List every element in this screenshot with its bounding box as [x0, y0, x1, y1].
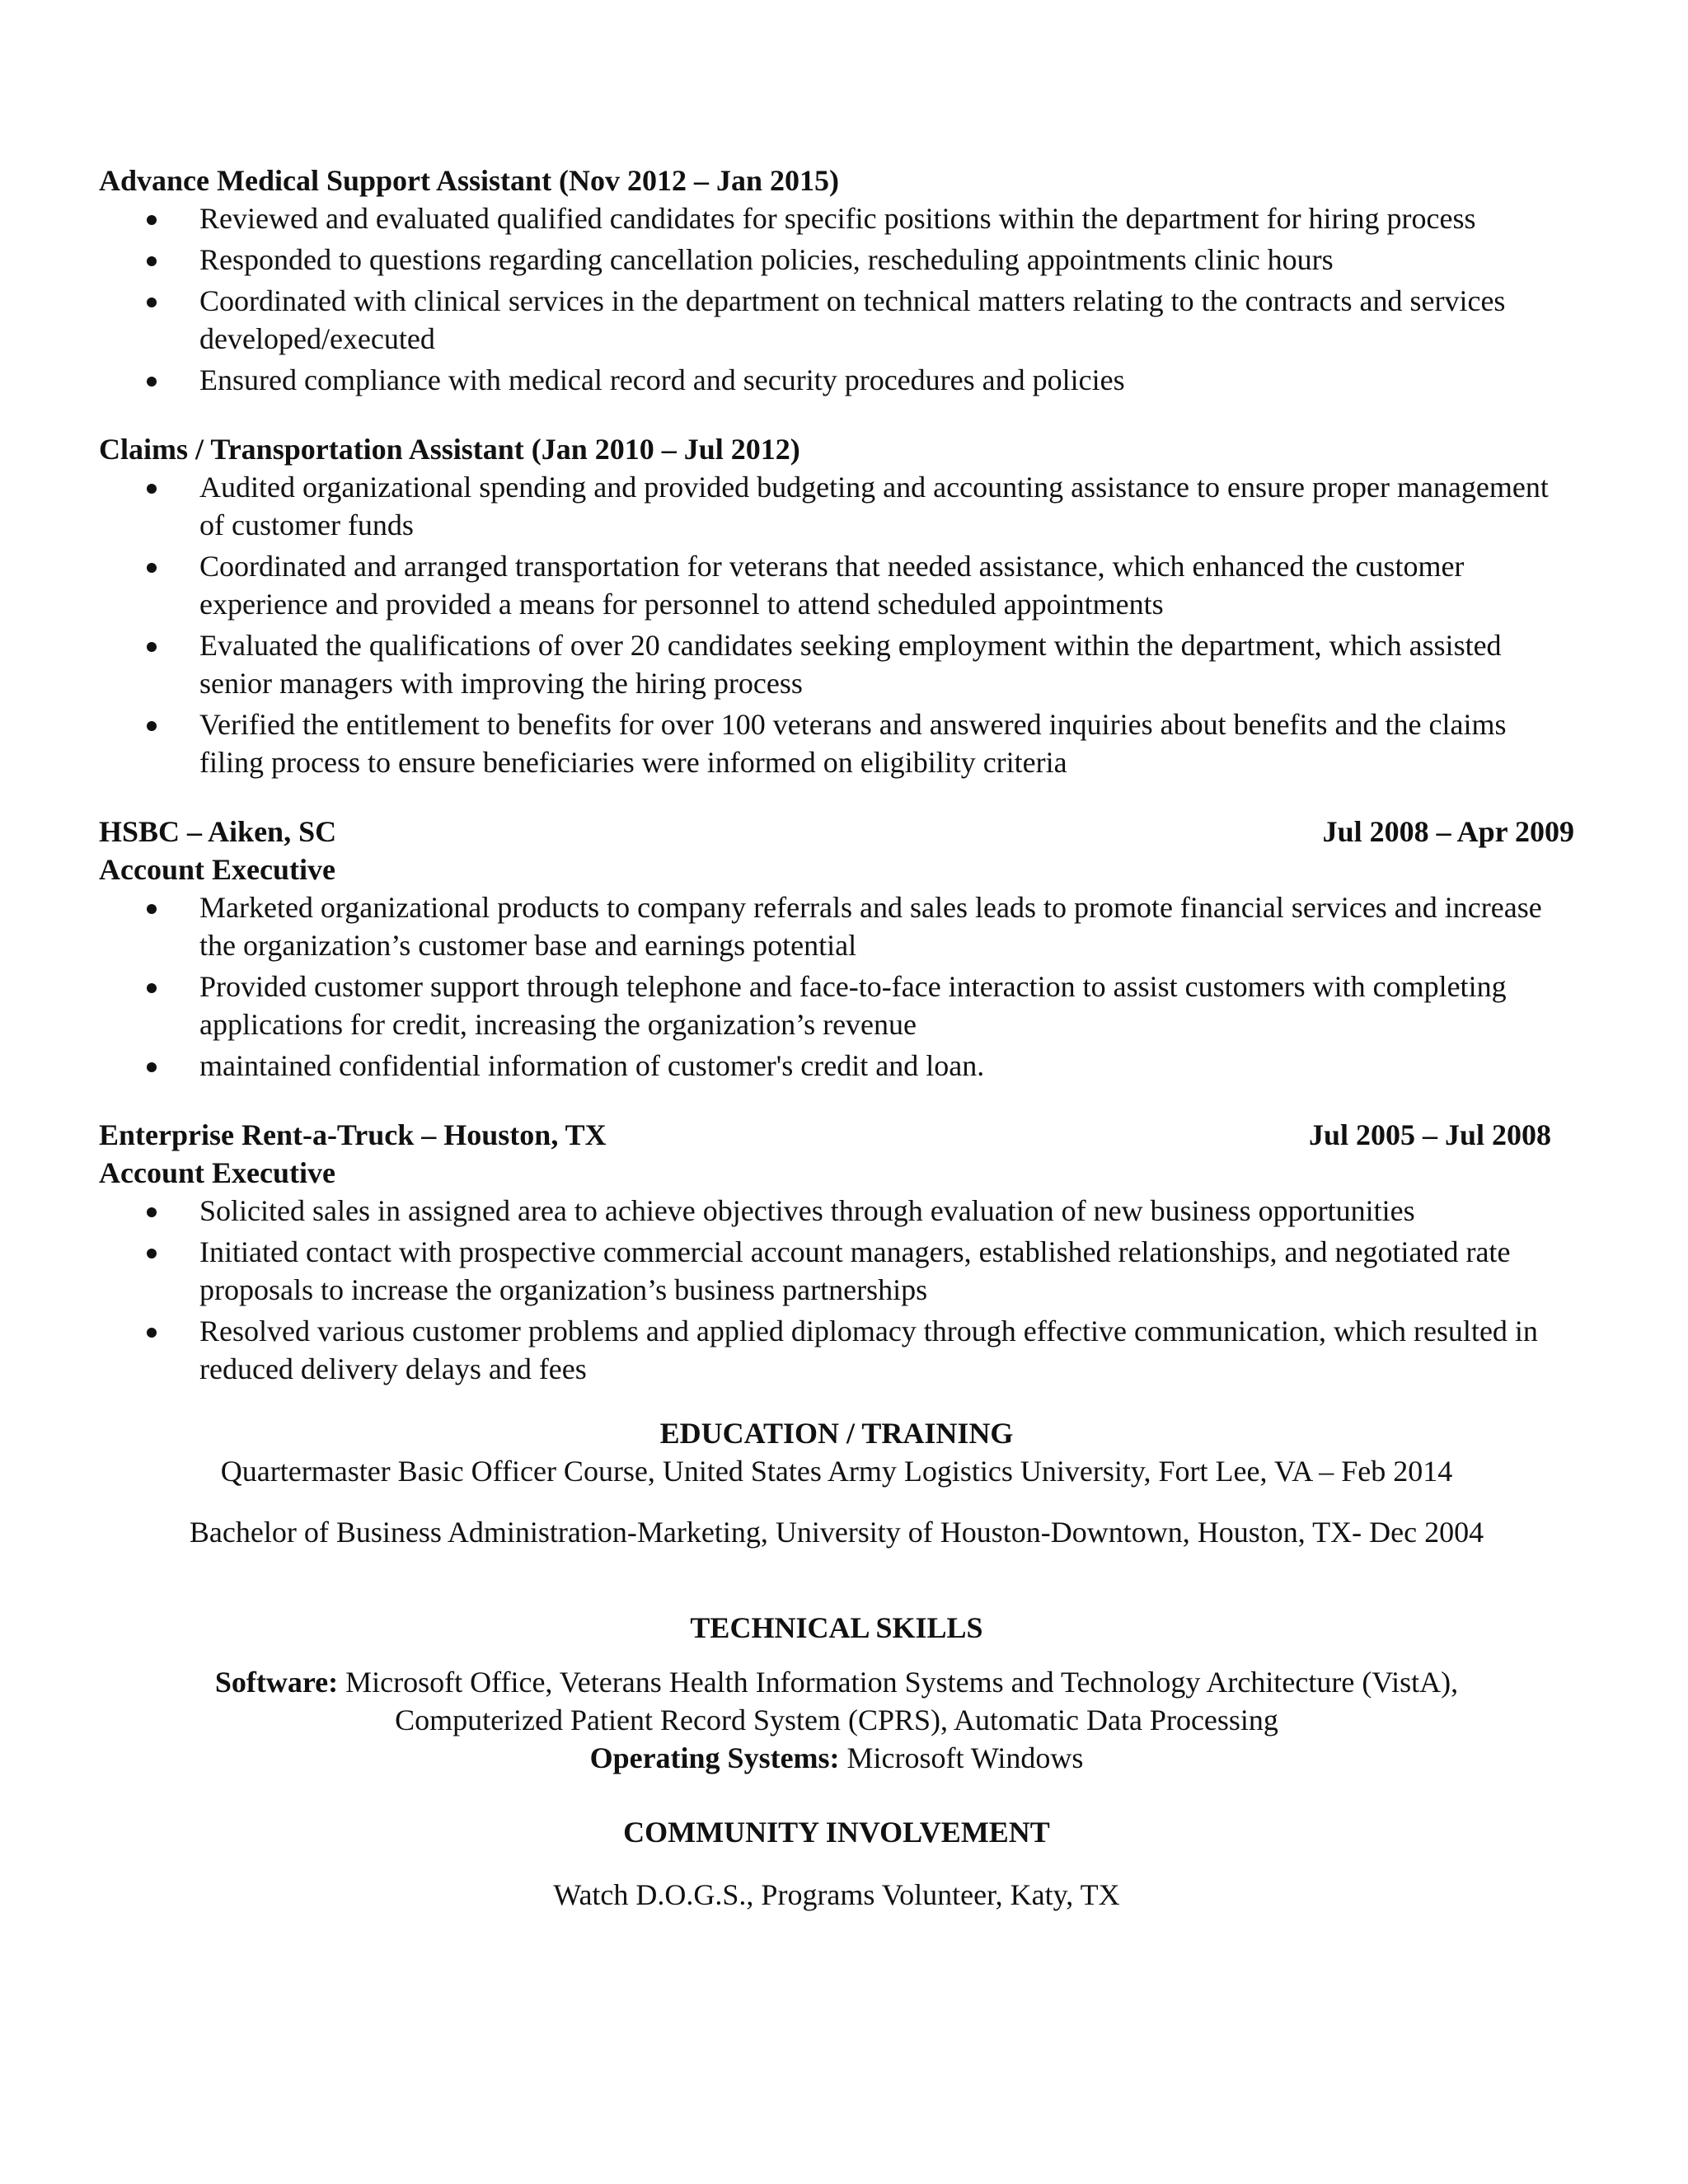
employer-header [99, 1116, 1551, 1154]
list-item: Coordinated with clinical services in the department on technical matters relating to the contracts and services developed/executed [199, 282, 1574, 358]
role-title: Claims / Transportation Assistant (Jan 2010 – Jul 2012) [99, 433, 800, 466]
list-item: Resolved various customer problems and applied diplomacy through effective communication, which resulted in reduced delivery delays and fees [199, 1312, 1574, 1388]
role-claims-transportation-assistant [99, 430, 1574, 781]
software-value: Microsoft Office, Veterans Health Information Systems and Technology Architecture (VistA), [338, 1666, 1459, 1699]
employment-dates: Jul 2005 – Jul 2008 [1308, 1118, 1551, 1151]
list-item: maintained confidential information of customer's credit and loan. [199, 1047, 1574, 1085]
bullet-list [99, 199, 1574, 399]
employment-dates: Jul 2008 – Apr 2009 [1322, 815, 1574, 848]
employer-header [99, 813, 1574, 851]
software-line-2: Computerized Patient Record System (CPRS), Automatic Data Processing [395, 1704, 1278, 1736]
list-item: Responded to questions regarding cancellation policies, rescheduling appointments clinic hours [199, 241, 1574, 279]
list-item: Solicited sales in assigned area to achieve objectives through evaluation of new business opportunities [199, 1192, 1574, 1230]
list-item: Ensured compliance with medical record and security procedures and policies [199, 361, 1574, 399]
list-item: Reviewed and evaluated qualified candidates for specific positions within the department for hiring process [199, 199, 1574, 237]
section-heading: TECHNICAL SKILLS [690, 1611, 983, 1644]
role-advance-medical-support-assistant [99, 162, 1574, 399]
education-item: Bachelor of Business Administration-Marketing, University of Houston-Downtown, Houston, TX- Dec 2004 [189, 1516, 1484, 1549]
list-item: Marketed organizational products to company referrals and sales leads to promote financial services and increase the organization’s customer base and earnings potential [199, 888, 1574, 964]
employer-enterprise [99, 1116, 1574, 1388]
education-item: Quartermaster Basic Officer Course, United States Army Logistics University, Fort Lee, VA – Feb 2014 [220, 1455, 1453, 1488]
resume-page [99, 162, 1574, 1945]
section-heading: EDUCATION / TRAINING [659, 1417, 1014, 1450]
list-item: Coordinated and arranged transportation for veterans that needed assistance, which enhanced the customer experience and provided a means for personnel to attend scheduled appointments [199, 547, 1574, 623]
skills-section [99, 1609, 1574, 1777]
employer-hsbc [99, 813, 1574, 1085]
list-item: Audited organizational spending and provided budgeting and accounting assistance to ensure proper management of customer funds [199, 468, 1574, 544]
position-title: Account Executive [99, 1156, 335, 1189]
section-heading: COMMUNITY INVOLVEMENT [623, 1816, 1050, 1849]
list-item: Initiated contact with prospective commercial account managers, established relationships, and negotiated rate proposals to increase the organization’s business partnerships [199, 1233, 1574, 1309]
list-item: Verified the entitlement to benefits for over 100 veterans and answered inquiries about benefits and the claims filing process to ensure beneficiaries were informed on eligibility criteria [199, 705, 1574, 781]
os-line [99, 1739, 1574, 1777]
bullet-list [99, 888, 1574, 1085]
list-item: Evaluated the qualifications of over 20 candidates seeking employment within the department, which assisted senior managers with improving the hiring process [199, 626, 1574, 702]
community-item: Watch D.O.G.S., Programs Volunteer, Katy, TX [553, 1878, 1120, 1911]
education-section [99, 1414, 1574, 1551]
employer-name: HSBC – Aiken, SC [99, 815, 337, 848]
software-label: Software: [214, 1666, 339, 1699]
role-title: Advance Medical Support Assistant (Nov 2012 – Jan 2015) [99, 164, 840, 197]
software-line [99, 1663, 1574, 1701]
bullet-list [99, 468, 1574, 781]
bullet-list [99, 1192, 1574, 1388]
os-value: Microsoft Windows [839, 1741, 1084, 1774]
position-title: Account Executive [99, 853, 335, 886]
community-section [99, 1813, 1574, 1914]
os-label: Operating Systems: [589, 1741, 840, 1774]
list-item: Provided customer support through telephone and face-to-face interaction to assist customers with completing applications for credit, increasing the organization’s revenue [199, 968, 1574, 1043]
employer-name: Enterprise Rent-a-Truck – Houston, TX [99, 1118, 607, 1151]
